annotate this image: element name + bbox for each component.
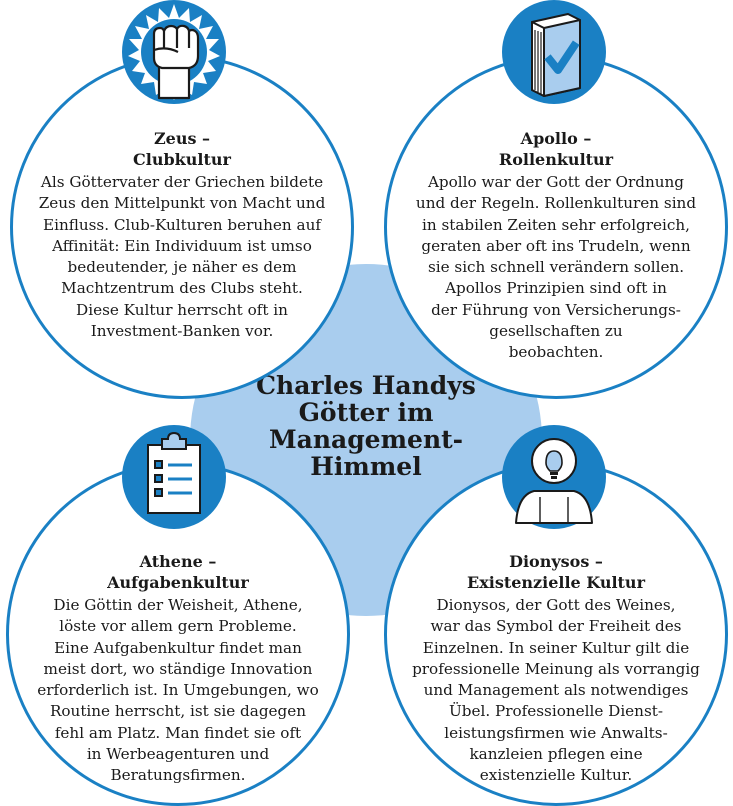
description-line: Apollo war der Gott der Ordnung <box>427 173 685 191</box>
center-title-line: Management- <box>268 425 464 454</box>
culture-heading-line: Athene – <box>139 552 217 571</box>
checkmark-book-icon <box>502 0 606 104</box>
description-line: professionelle Meinung als vorrangig <box>412 659 700 678</box>
athene-heading <box>14 551 342 593</box>
description-line: gesellschaften zu <box>489 322 623 341</box>
athene-text <box>14 551 342 787</box>
zeus-description <box>18 172 346 342</box>
description-line: Apollos Prinzipien sind oft in <box>445 279 667 298</box>
description-line: Diese Kultur herrscht oft in <box>76 300 288 319</box>
description-line: meist dort, wo ständige Innovation <box>43 659 313 678</box>
description-line: kanzleien pflegen eine <box>469 745 643 764</box>
culture-heading-line: Existenzielle Kultur <box>467 573 645 592</box>
apollo-text <box>392 128 720 364</box>
apollo-heading <box>392 128 720 170</box>
athene-icon-badge <box>122 425 226 529</box>
center-title-line: Himmel <box>310 452 422 481</box>
description-line: Die Göttin der Weisheit, Athene, <box>53 596 303 614</box>
center-title <box>230 372 502 480</box>
description-line: Als Göttervater der Griechen bildete <box>40 173 324 191</box>
description-line: Routine herrscht, ist sie dagegen <box>49 702 307 721</box>
culture-heading-line: Clubkultur <box>133 150 231 169</box>
dionysos-text <box>392 551 720 787</box>
zeus-text <box>18 128 346 342</box>
description-line: geraten aber oft ins Trudeln, wenn <box>421 236 691 255</box>
description-line: und der Regeln. Rollenkulturen sind <box>415 194 697 213</box>
description-line: Affinität: Ein Individuum ist umso <box>52 236 312 255</box>
description-line: sie sich schnell verändern sollen. <box>427 258 685 277</box>
description-line: fehl am Platz. Man findet sie oft <box>54 723 302 742</box>
description-line: Übel. Professionelle Dienst- <box>449 702 663 721</box>
culture-heading-line: Apollo – <box>520 129 592 148</box>
apollo-description <box>392 172 720 364</box>
raised-fist-icon <box>122 0 226 104</box>
description-line: Dionysos, der Gott des Weines, <box>436 596 676 614</box>
description-line: Zeus den Mittelpunkt von Macht und <box>38 194 326 213</box>
person-lightbulb-icon <box>502 425 606 529</box>
culture-heading-line: Aufgabenkultur <box>107 573 249 592</box>
athene-description <box>14 595 342 787</box>
zeus-icon-badge <box>122 0 226 104</box>
center-title-line: Charles Handys <box>256 371 476 400</box>
description-line: erforderlich ist. In Umgebungen, wo <box>37 681 319 700</box>
description-line: Einzelnen. In seiner Kultur gilt die <box>422 638 690 657</box>
dionysos-heading <box>392 551 720 593</box>
center-title-line: Götter im <box>298 398 434 427</box>
description-line: Eine Aufgabenkultur findet man <box>54 638 302 657</box>
description-line: löste vor allem gern Probleme. <box>59 617 297 636</box>
zeus-heading <box>18 128 346 170</box>
description-line: in stabilen Zeiten sehr erfolgreich, <box>421 215 690 234</box>
description-line: und Management als notwendiges <box>423 681 689 700</box>
culture-heading-line: Rollenkultur <box>498 150 614 169</box>
description-line: in Werbeagenturen und <box>86 745 270 764</box>
clipboard-checklist-icon <box>122 425 226 529</box>
dionysos-icon-badge <box>502 425 606 529</box>
description-line: Einfluss. Club-Kulturen beruhen auf <box>43 215 321 234</box>
description-line: bedeutender, je näher es dem <box>67 258 297 277</box>
description-line: existenzielle Kultur. <box>479 766 633 785</box>
description-line: Investment-Banken vor. <box>90 322 274 341</box>
apollo-icon-badge <box>502 0 606 104</box>
description-line: beobachten. <box>508 343 604 362</box>
description-line: war das Symbol der Freiheit des <box>430 617 682 636</box>
culture-heading-line: Dionysos – <box>509 552 603 571</box>
description-line: leistungsfirmen wie Anwalts- <box>444 723 668 742</box>
description-line: Beratungsfirmen. <box>110 766 246 785</box>
culture-heading-line: Zeus – <box>153 129 211 148</box>
dionysos-description <box>392 595 720 787</box>
description-line: Machtzentrum des Clubs steht. <box>61 279 303 298</box>
description-line: der Führung von Versicherungs- <box>431 300 681 319</box>
